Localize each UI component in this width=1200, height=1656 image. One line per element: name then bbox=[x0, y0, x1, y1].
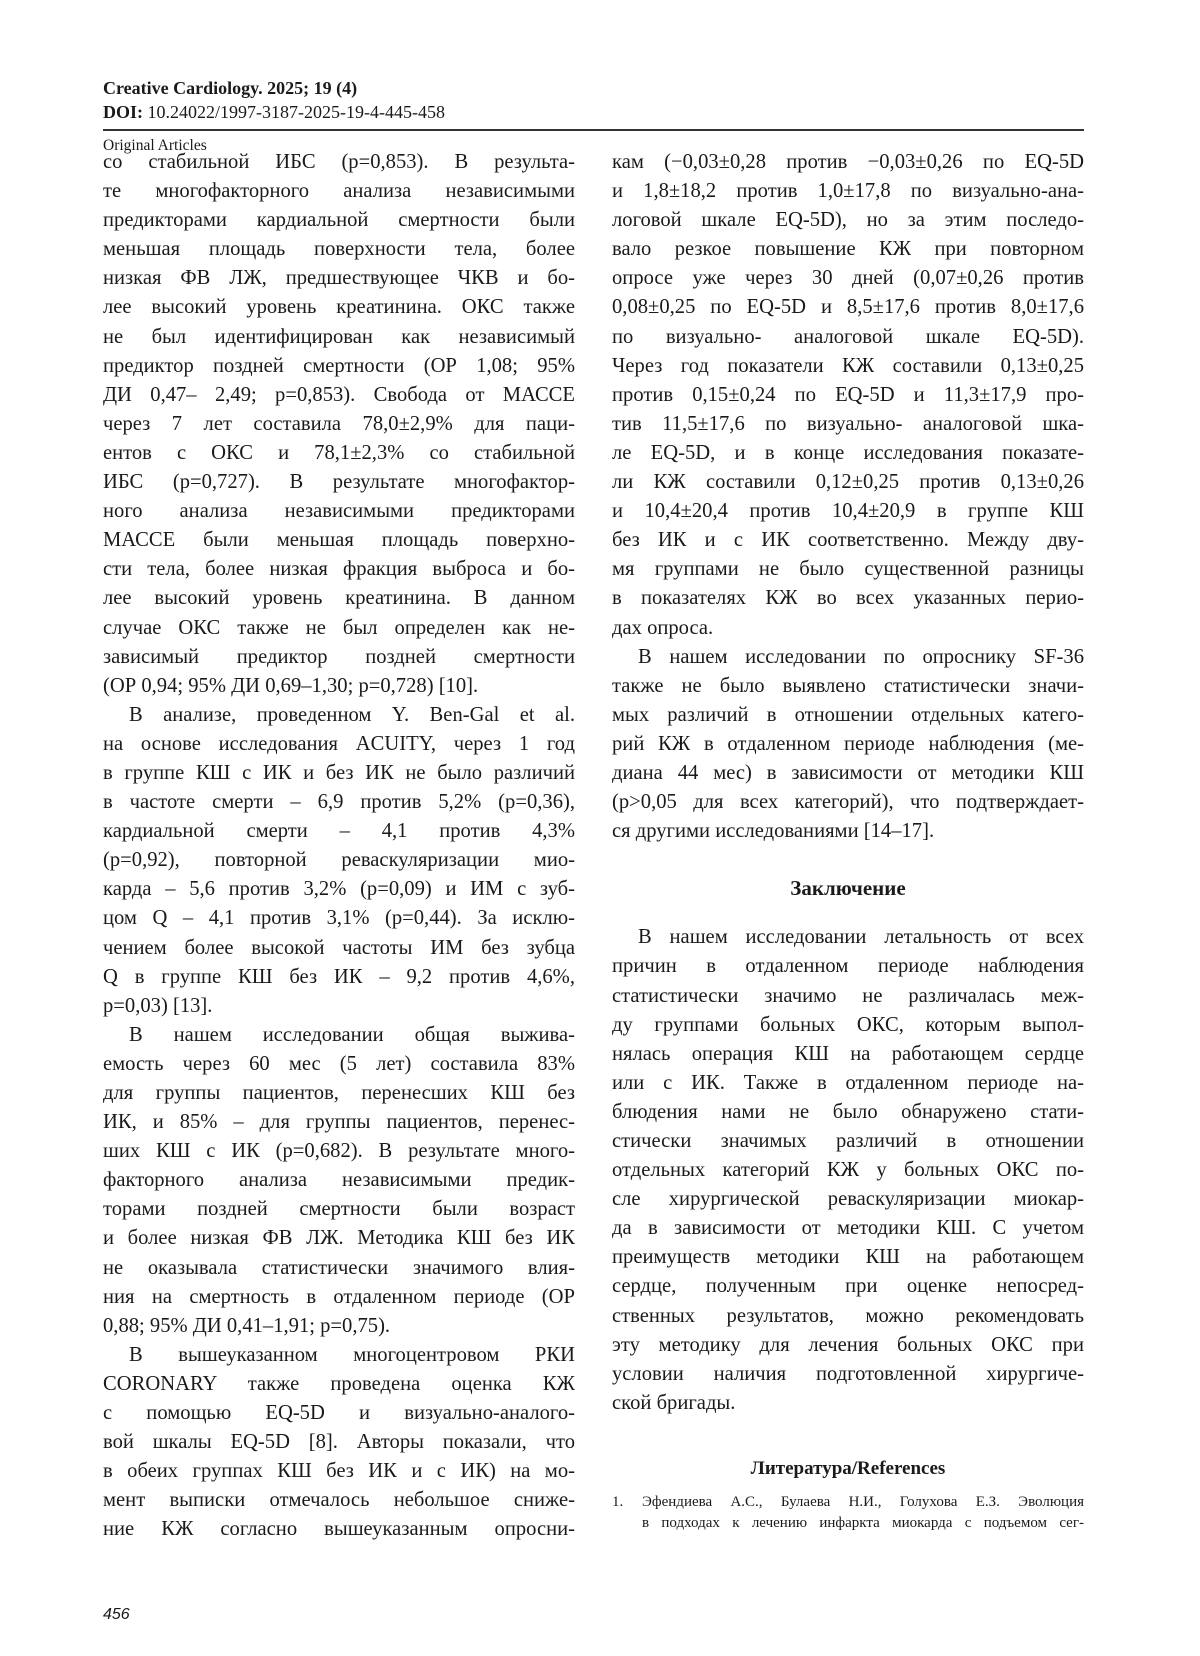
text-line: и 1,8±18,2 против 1,0±17,8 по визуально-ана- bbox=[612, 177, 1084, 206]
text-line: случае ОКС также не был определен как не- bbox=[103, 614, 575, 643]
text-line: (р=0,92), повторной реваскуляризации мио- bbox=[103, 846, 575, 875]
paragraph bbox=[103, 1341, 575, 1545]
text-line: логовой шкале EQ-5D), но за этим последо- bbox=[612, 206, 1084, 235]
text-line: ся другими исследованиями [14–17]. bbox=[612, 817, 1084, 846]
paragraph bbox=[103, 148, 575, 701]
text-line: В вышеуказанном многоцентровом РКИ bbox=[103, 1341, 575, 1370]
paragraph bbox=[612, 643, 1084, 847]
text-line: емость через 60 мес (5 лет) составила 83% bbox=[103, 1050, 575, 1079]
header-divider bbox=[103, 129, 1084, 131]
text-line: ИК, и 85% – для группы пациентов, перенес- bbox=[103, 1108, 575, 1137]
text-line: низкая ФВ ЛЖ, предшествующее ЧКВ и бо- bbox=[103, 264, 575, 293]
reference-list bbox=[612, 1492, 1084, 1534]
text-line: В нашем исследовании по опроснику SF-36 bbox=[612, 643, 1084, 672]
text-line: через 7 лет составила 78,0±2,9% для паци- bbox=[103, 410, 575, 439]
text-line: нялась операция КШ на работающем сердце bbox=[612, 1040, 1084, 1069]
text-line: мя группами не было существенной разницы bbox=[612, 555, 1084, 584]
paragraph bbox=[612, 148, 1084, 643]
text-line: да в зависимости от методики КШ. С учетом bbox=[612, 1214, 1084, 1243]
text-line: мых различий в отношении отдельных катего- bbox=[612, 701, 1084, 730]
text-line: 0,08±0,25 по EQ-5D и 8,5±17,6 против 8,0±17,6 bbox=[612, 293, 1084, 322]
text-line: и 10,4±20,4 против 10,4±20,9 в группе КШ bbox=[612, 497, 1084, 526]
text-line: мент выписки отмечалось небольшое сниже- bbox=[103, 1486, 575, 1515]
text-line: блюдения нами не было обнаружено стати- bbox=[612, 1098, 1084, 1127]
text-line: кардиальной смерти – 4,1 против 4,3% bbox=[103, 817, 575, 846]
text-line: ние КЖ согласно вышеуказанным опросни- bbox=[103, 1515, 575, 1544]
text-line: опросе уже через 30 дней (0,07±0,26 против bbox=[612, 264, 1084, 293]
text-line: стически значимых различий в отношении bbox=[612, 1127, 1084, 1156]
text-line: не оказывала статистически значимого влия- bbox=[103, 1254, 575, 1283]
text-line: с помощью EQ-5D и визуально-аналого- bbox=[103, 1399, 575, 1428]
text-line: также не было выявлено статистически значи- bbox=[612, 672, 1084, 701]
text-line: Эфендиева А.С., Булаева Н.И., Голухова Е.З. Эволюция bbox=[642, 1492, 1084, 1513]
text-line: Q в группе КШ без ИК – 9,2 против 4,6%, bbox=[103, 963, 575, 992]
text-line: ду группами больных ОКС, которым выпол- bbox=[612, 1011, 1084, 1040]
text-line: лее высокий уровень креатинина. ОКС также bbox=[103, 293, 575, 322]
text-line: ния на смертность в отдаленном периоде (ОР bbox=[103, 1283, 575, 1312]
text-line: В анализе, проведенном Y. Ben-Gal et al. bbox=[103, 701, 575, 730]
text-line: вой шкалы EQ-5D [8]. Авторы показали, что bbox=[103, 1428, 575, 1457]
text-line: чением более высокой частоты ИМ без зубца bbox=[103, 934, 575, 963]
text-line: В нашем исследовании летальность от всех bbox=[612, 923, 1084, 952]
reference-item bbox=[612, 1492, 1084, 1534]
text-line: и более низкая ФВ ЛЖ. Методика КШ без ИК bbox=[103, 1224, 575, 1253]
text-line: В нашем исследовании общая выжива- bbox=[103, 1021, 575, 1050]
text-line: ле EQ-5D, и в конце исследования показате- bbox=[612, 439, 1084, 468]
text-line: ской бригады. bbox=[612, 1389, 1084, 1418]
paragraph bbox=[103, 701, 575, 1021]
text-line: рий КЖ в отдаленном периоде наблюдения (ме- bbox=[612, 730, 1084, 759]
text-line: цом Q – 4,1 против 3,1% (р=0,44). За исклю- bbox=[103, 904, 575, 933]
left-column bbox=[103, 148, 575, 1545]
text-line: меньшая площадь поверхности тела, более bbox=[103, 235, 575, 264]
text-line: МАССЕ были меньшая площадь поверхно- bbox=[103, 526, 575, 555]
text-line: в подходах к лечению инфаркта миокарда с подъемом сег- bbox=[642, 1513, 1084, 1534]
text-line: предикторами кардиальной смертности были bbox=[103, 206, 575, 235]
conclusion-heading: Заключение bbox=[612, 874, 1084, 903]
text-line: статистически значимо не различалась меж- bbox=[612, 982, 1084, 1011]
journal-title: Creative Cardiology. 2025; 19 (4) bbox=[103, 78, 357, 99]
text-line: CORONARY также проведена оценка КЖ bbox=[103, 1370, 575, 1399]
text-line: преимуществ методики КШ на работающем bbox=[612, 1243, 1084, 1272]
text-line: ентов с ОКС и 78,1±2,3% со стабильной bbox=[103, 439, 575, 468]
text-line: дах опроса. bbox=[612, 614, 1084, 643]
right-column bbox=[612, 148, 1084, 1418]
page-number: 456 bbox=[103, 1606, 130, 1624]
text-line: ственных результатов, можно рекомендовать bbox=[612, 1302, 1084, 1331]
text-line: в частоте смерти – 6,9 против 5,2% (р=0,36), bbox=[103, 788, 575, 817]
section-label: Original Articles bbox=[103, 137, 207, 155]
doi-value[interactable]: 10.24022/1997-3187-2025-19-4-445-458 bbox=[148, 102, 445, 122]
text-line: в показателях КЖ во всех указанных перио- bbox=[612, 584, 1084, 613]
text-line: вало резкое повышение КЖ при повторном bbox=[612, 235, 1084, 264]
text-line: ли КЖ составили 0,12±0,25 против 0,13±0,26 bbox=[612, 468, 1084, 497]
text-line: ИБС (р=0,727). В результате многофактор- bbox=[103, 468, 575, 497]
text-line: кам (−0,03±0,28 против −0,03±0,26 по EQ-5D bbox=[612, 148, 1084, 177]
doi-label: DOI: bbox=[103, 102, 143, 122]
reference-text bbox=[642, 1492, 1084, 1534]
text-line: лее высокий уровень креатинина. В данном bbox=[103, 584, 575, 613]
text-line: со стабильной ИБС (р=0,853). В результа- bbox=[103, 148, 575, 177]
text-line: предиктор поздней смертности (ОР 1,08; 95% bbox=[103, 352, 575, 381]
text-line: (ОР 0,94; 95% ДИ 0,69–1,30; р=0,728) [10]. bbox=[103, 672, 575, 701]
text-line: диана 44 мес) в зависимости от методики КШ bbox=[612, 759, 1084, 788]
text-line: карда – 5,6 против 3,2% (р=0,09) и ИМ с зуб- bbox=[103, 875, 575, 904]
text-line: факторного анализа независимыми предик- bbox=[103, 1166, 575, 1195]
doi-line bbox=[103, 102, 445, 123]
text-line: или с ИК. Также в отдаленном периоде на- bbox=[612, 1069, 1084, 1098]
text-line: зависимый предиктор поздней смертности bbox=[103, 643, 575, 672]
text-line: отдельных категорий КЖ у больных ОКС по- bbox=[612, 1156, 1084, 1185]
text-line: для группы пациентов, перенесших КШ без bbox=[103, 1079, 575, 1108]
text-line: сердце, полученным при оценке непосред- bbox=[612, 1272, 1084, 1301]
text-line: ДИ 0,47– 2,49; р=0,853). Свобода от МАССЕ bbox=[103, 381, 575, 410]
text-line: на основе исследования ACUITY, через 1 год bbox=[103, 730, 575, 759]
text-line: (p>0,05 для всех категорий), что подтверждает- bbox=[612, 788, 1084, 817]
references-heading: Литература/References bbox=[612, 1458, 1084, 1480]
text-line: в группе КШ с ИК и без ИК не было различий bbox=[103, 759, 575, 788]
paragraph bbox=[103, 1021, 575, 1341]
text-line: не был идентифицирован как независимый bbox=[103, 323, 575, 352]
text-line: условии наличия подготовленной хирургиче- bbox=[612, 1360, 1084, 1389]
text-line: без ИК и с ИК соответственно. Между дву- bbox=[612, 526, 1084, 555]
text-line: сле хирургической реваскуляризации миокар- bbox=[612, 1185, 1084, 1214]
text-line: 0,88; 95% ДИ 0,41–1,91; р=0,75). bbox=[103, 1312, 575, 1341]
text-line: тив 11,5±17,6 по визуально- аналоговой шка- bbox=[612, 410, 1084, 439]
reference-number: 1. bbox=[612, 1492, 623, 1513]
text-line: р=0,03) [13]. bbox=[103, 992, 575, 1021]
text-line: Через год показатели КЖ составили 0,13±0,25 bbox=[612, 352, 1084, 381]
text-line: ших КШ с ИК (р=0,682). В результате много- bbox=[103, 1137, 575, 1166]
text-line: торами поздней смертности были возраст bbox=[103, 1195, 575, 1224]
text-line: те многофакторного анализа независимыми bbox=[103, 177, 575, 206]
text-line: по визуально- аналоговой шкале EQ-5D). bbox=[612, 323, 1084, 352]
text-line: причин в отдаленном периоде наблюдения bbox=[612, 952, 1084, 981]
text-line: в обеих группах КШ без ИК и с ИК) на мо- bbox=[103, 1457, 575, 1486]
text-line: эту методику для лечения больных ОКС при bbox=[612, 1331, 1084, 1360]
conclusion-paragraph bbox=[612, 923, 1084, 1418]
text-line: против 0,15±0,24 по EQ-5D и 11,3±17,9 про- bbox=[612, 381, 1084, 410]
text-line: сти тела, более низкая фракция выброса и бо- bbox=[103, 555, 575, 584]
text-line: ного анализа независимыми предикторами bbox=[103, 497, 575, 526]
